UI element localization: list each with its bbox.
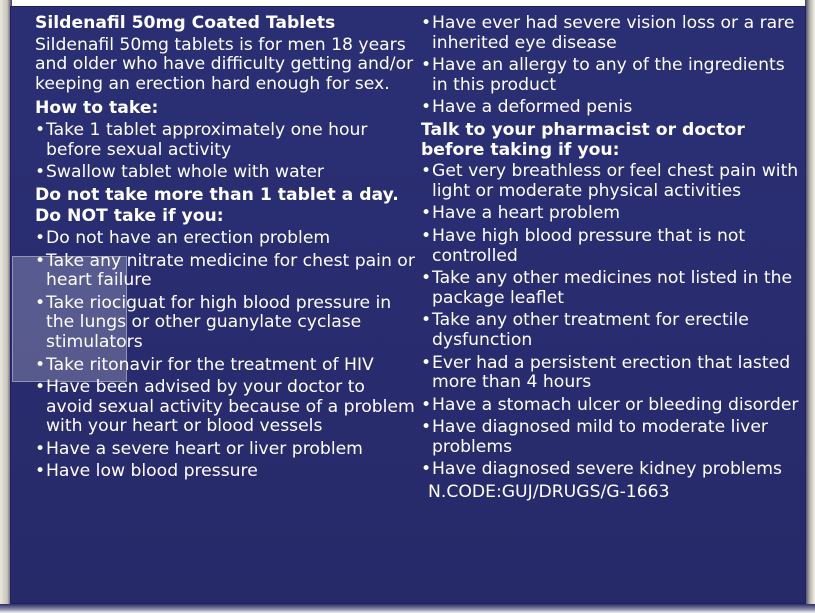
- list-item: [421, 418, 799, 457]
- intro-text: Sildenafil 50mg tablets is for men 18 years and older who have difficulty getting and/or keeping an erection hard enough for sex.: [35, 34, 414, 94]
- bullet-icon: •: [421, 161, 432, 182]
- list-item-text: Have diagnosed severe kidney problems: [432, 459, 782, 480]
- list-item-text: Have a heart problem: [432, 203, 621, 224]
- bullet-icon: •: [35, 354, 46, 375]
- list-item: [421, 14, 799, 53]
- daily-limit: Do not take more than 1 tablet a day.: [35, 184, 399, 205]
- list-item: [35, 229, 415, 249]
- list-item-text: Have a severe heart or liver problem: [46, 438, 363, 459]
- list-item-text: Have high blood pressure that is not controlled: [432, 225, 746, 266]
- list-item: [421, 354, 799, 393]
- registration-code: N.CODE:GUJ/DRUGS/G-1663: [428, 482, 670, 503]
- list-item-text: Have been advised by your doctor to avoid sexual activity because of a problem with your heart or blood vessels: [46, 377, 415, 437]
- how-to-take-list: [35, 121, 415, 183]
- list-item: [421, 269, 799, 308]
- bullet-icon: •: [35, 227, 46, 248]
- list-item-text: Ever had a persistent erection that lasted more than 4 hours: [432, 352, 791, 393]
- bullet-icon: •: [35, 461, 46, 482]
- list-item-text: Have diagnosed mild to moderate liver problems: [432, 417, 768, 457]
- how-to-take-heading: How to take:: [35, 98, 159, 119]
- bullet-icon: •: [35, 292, 46, 313]
- list-item: [421, 396, 799, 416]
- list-item: [35, 163, 415, 183]
- box-right-edge: [805, 0, 815, 613]
- list-item: [35, 121, 415, 160]
- bullet-icon: •: [421, 13, 432, 33]
- box-bottom-edge: [0, 604, 815, 613]
- list-item: [421, 311, 799, 350]
- right-column: [421, 14, 799, 503]
- list-item-text: Have ever had severe vision loss or a rare inherited eye disease: [432, 13, 795, 53]
- list-item-text: Get very breathless or feel chest pain with light or moderate physical activities: [432, 161, 799, 201]
- bullet-icon: •: [421, 394, 432, 415]
- list-item-text: Take any nitrate medicine for chest pain or heart failure: [46, 250, 415, 291]
- list-item-text: Do not have an erection problem: [46, 227, 331, 248]
- bullet-icon: •: [421, 225, 432, 246]
- product-title: Sildenafil 50mg Coated Tablets: [35, 13, 336, 33]
- bullet-icon: •: [421, 203, 432, 224]
- list-item: [421, 162, 799, 201]
- list-item: [35, 462, 415, 482]
- list-item-text: Have an allergy to any of the ingredients in this product: [432, 55, 785, 95]
- list-item-text: Have a stomach ulcer or bleeding disorder: [432, 394, 799, 415]
- talk-to-doctor-heading: Talk to your pharmacist or doctor before taking if you:: [421, 119, 745, 160]
- list-item-text: Take any other treatment for erectile dysfunction: [432, 310, 749, 350]
- talk-to-doctor-list: [421, 162, 799, 480]
- list-item: [35, 440, 415, 460]
- list-item: [421, 98, 799, 118]
- list-item-text: Take 1 tablet approximately one hour before sexual activity: [46, 119, 368, 160]
- list-item: [421, 56, 799, 95]
- clear-tape: [12, 256, 127, 382]
- list-item: [421, 227, 799, 266]
- bullet-icon: •: [421, 55, 432, 76]
- list-item: [35, 378, 415, 437]
- bullet-icon: •: [421, 310, 432, 331]
- bullet-icon: •: [421, 417, 432, 438]
- list-item-text: Take ritonavir for the treatment of HIV: [46, 354, 374, 375]
- list-item-text: Swallow tablet whole with water: [46, 162, 324, 183]
- list-item-text: Have a deformed penis: [432, 97, 633, 118]
- bullet-icon: •: [421, 459, 432, 480]
- list-item-text: Have low blood pressure: [46, 461, 258, 482]
- list-item: [421, 204, 799, 224]
- bullet-icon: •: [35, 377, 46, 398]
- bullet-icon: •: [421, 352, 432, 373]
- left-column: [35, 14, 415, 485]
- bullet-icon: •: [35, 438, 46, 459]
- bullet-icon: •: [35, 162, 46, 183]
- contraindication-list-continued: [421, 14, 799, 118]
- bullet-icon: •: [421, 97, 432, 118]
- do-not-take-heading: Do NOT take if you:: [35, 206, 224, 227]
- bullet-icon: •: [35, 119, 46, 140]
- list-item-text: Take riociguat for high blood pressure in the lungs or other guanylate cyclase stimulators: [46, 292, 392, 352]
- bullet-icon: •: [421, 268, 432, 289]
- bullet-icon: •: [35, 250, 46, 271]
- list-item-text: Take any other medicines not listed in the package leaflet: [432, 268, 793, 308]
- list-item: [421, 460, 799, 480]
